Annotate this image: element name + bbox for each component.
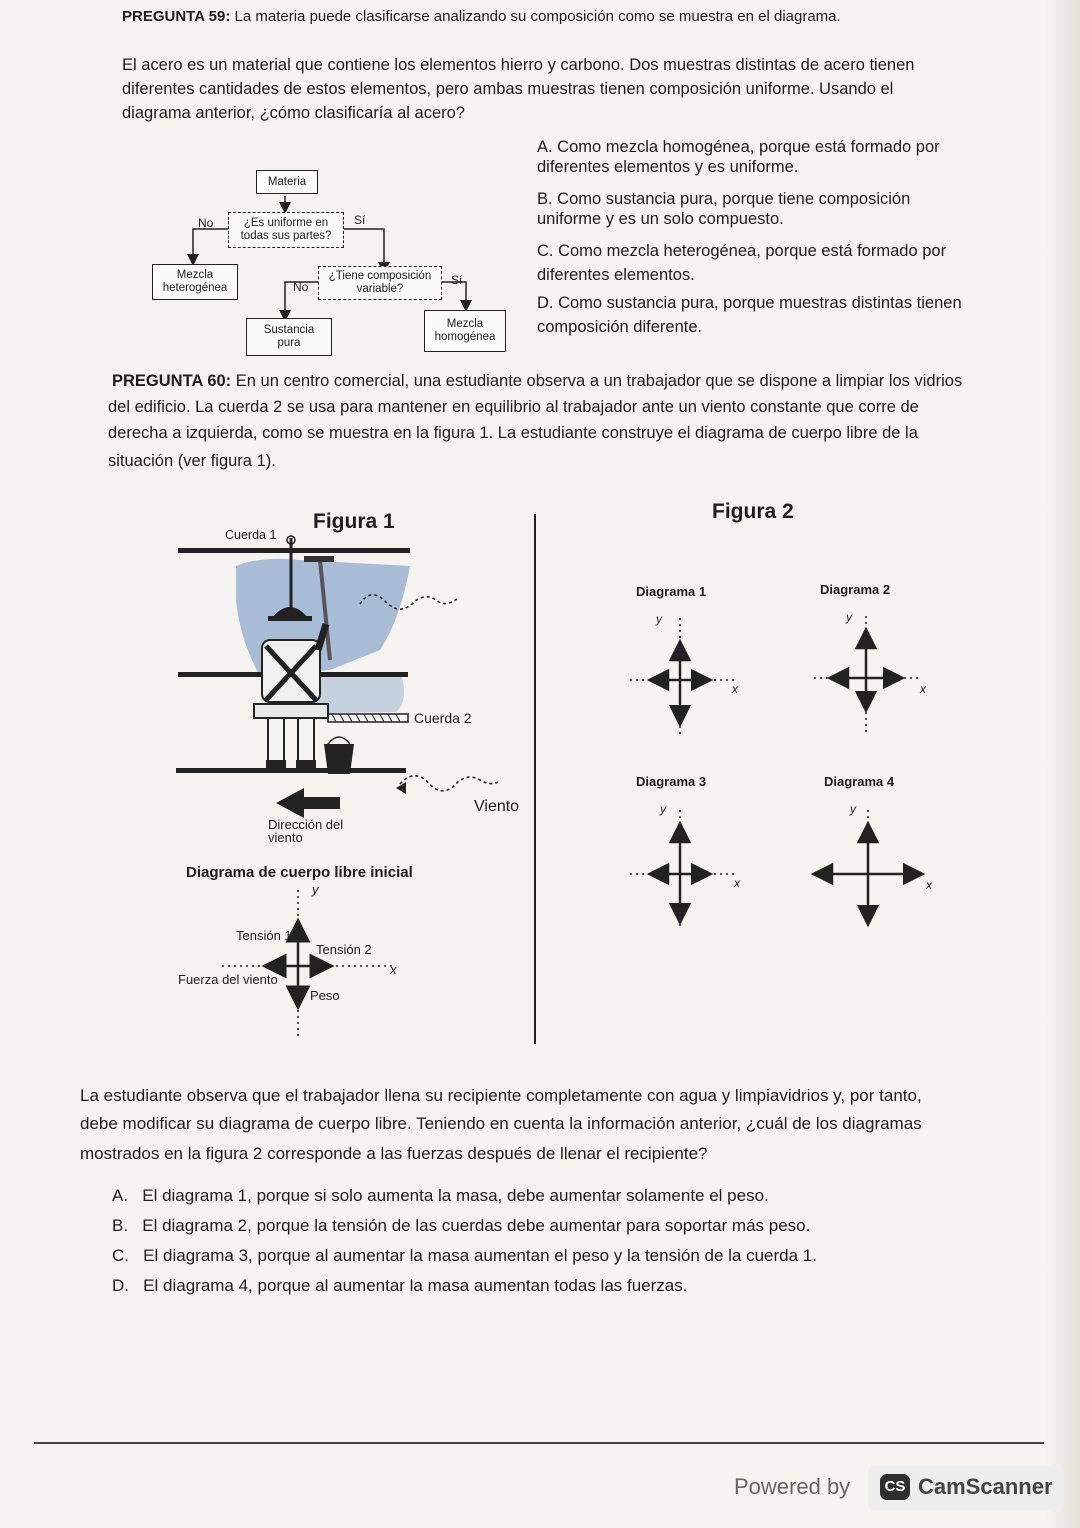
diagram-1-label: Diagrama 1: [636, 584, 707, 599]
wind-direction-line-1: Dirección del: [268, 817, 344, 832]
wind-direction-line-2: viento: [268, 830, 303, 845]
page-bottom-rule: [34, 1442, 1044, 1444]
figure-1-cuerda-1-label: Cuerda 1: [225, 528, 277, 542]
q59-header-text: La materia puede clasificarse analizando su composición como se muestra en el diagrama.: [234, 8, 841, 25]
q60-option-c-text: El diagrama 3, porque al aumentar la masa aumentan el peso y la tensión de la cuerda 1.: [143, 1246, 817, 1265]
flow-pura-line-1: Sustancia: [263, 324, 315, 337]
q60-option-a-letter: A.: [112, 1186, 129, 1205]
fbd-initial-title: Diagrama de cuerpo libre inicial: [186, 864, 413, 881]
fbd-peso-label: Peso: [310, 988, 340, 1003]
q60-line-2: del edificio. La cuerda 2 se usa para mantener en equilibrio al trabajador ante un viento constante que corre de: [108, 398, 919, 416]
diagram-4-label: Diagrama 4: [824, 774, 895, 789]
q59-option-d-line-2: composición diferente.: [537, 318, 703, 336]
diagram-3-fbd: [630, 810, 736, 928]
q60-option-d: [112, 1276, 687, 1296]
q59-para-line-3: diagrama anterior, ¿cómo clasificaría al acero?: [122, 104, 465, 122]
flow-q1-line-2: todas sus partes?: [240, 230, 332, 242]
footer-brand: CamScanner: [918, 1474, 1053, 1499]
flow-no-1: No: [198, 216, 214, 230]
q60-question-line-2: debe modificar su diagrama de cuerpo libre. Teniendo en cuenta la información anterior, ¿cuál de los diagramas: [80, 1114, 922, 1133]
flow-homogenea-line-2: homogénea: [434, 331, 496, 343]
q60-label: PREGUNTA 60:: [112, 372, 232, 390]
fbd-x-label: x: [390, 962, 397, 977]
q59-para-line-2: diferentes cantidades de estos elementos, pero ambas muestras tienen composición uniforme. Usando el: [122, 80, 894, 98]
footer-powered-by: Powered by: [734, 1474, 851, 1499]
flow-no-2: No: [293, 280, 309, 294]
q59-option-a-line-1: A. Como mezcla homogénea, porque está formado por: [537, 138, 940, 156]
flow-homogenea-line-1: Mezcla: [446, 318, 484, 331]
diagram-2-x-label: x: [920, 682, 926, 696]
q59-option-a-line-2: diferentes elementos y es uniforme.: [537, 158, 799, 176]
q60-question-line-3: mostrados en la figura 2 corresponde a las fuerzas después de llenar el recipiente?: [80, 1144, 708, 1163]
diagram-4-fbd: [816, 810, 922, 928]
fbd-tension-1-label: Tensión 1: [236, 928, 292, 943]
q59-option-b-line-2: uniforme y es un solo compuesto.: [537, 210, 784, 228]
figure-1-viento-label: Viento: [474, 798, 520, 815]
q60-line-3: derecha a izquierda, como se muestra en la figura 1. La estudiante construye el diagrama de cuerpo libre de la: [108, 424, 918, 442]
diagram-3-y-label: y: [660, 802, 666, 816]
diagram-1-y-label: y: [656, 612, 662, 626]
q59-option-d-line-1: D. Como sustancia pura, porque muestras distintas tienen: [537, 294, 962, 312]
q60-question-line-1: La estudiante observa que el trabajador llena su recipiente completamente con agua y limpiavidrios y, por tanto,: [80, 1086, 922, 1105]
q59-option-c-line-2: diferentes elementos.: [537, 266, 695, 284]
fbd-y-label: y: [312, 882, 319, 897]
diagram-2-label: Diagrama 2: [820, 582, 891, 597]
flow-si-1: Sí: [354, 213, 366, 227]
flow-heterogenea-line-1: Mezcla: [176, 269, 214, 282]
q60-option-b-letter: B.: [112, 1216, 129, 1235]
camscanner-logo-icon: CS: [880, 1474, 910, 1500]
q59-para-line-1: El acero es un material que contiene los elementos hierro y carbono. Dos muestras distintas de acero tienen: [122, 56, 915, 74]
flow-pura-line-2: pura: [277, 337, 301, 349]
q60-line-1-text: En un centro comercial, una estudiante observa a un trabajador que se dispone a limpiar los vidrios: [235, 372, 963, 390]
figure-1-title: Figura 1: [313, 510, 395, 533]
flow-si-2: Sí: [451, 273, 463, 287]
flow-q2-line-1: ¿Tiene composición: [328, 270, 432, 283]
q59-option-c-line-1: C. Como mezcla heterogénea, porque está formado por: [537, 242, 947, 260]
diagram-3-x-label: x: [734, 876, 740, 890]
flow-heterogenea-line-2: heterogénea: [162, 282, 228, 294]
q60-line-4: situación (ver figura 1).: [108, 452, 276, 470]
diagram-3-label: Diagrama 3: [636, 774, 707, 789]
q60-option-b: [112, 1216, 810, 1236]
q60-option-c-letter: C.: [112, 1246, 129, 1265]
q60-option-c: [112, 1246, 817, 1266]
q59-label: PREGUNTA 59:: [122, 8, 231, 25]
diagram-1-x-label: x: [732, 682, 738, 696]
fbd-tension-2-label: Tensión 2: [316, 942, 372, 957]
fbd-wind-force-label: Fuerza del viento: [178, 972, 278, 987]
diagram-1-fbd: [630, 618, 734, 734]
flow-q1-line-1: ¿Es uniforme en: [243, 217, 329, 230]
diagram-4-y-label: y: [850, 802, 856, 816]
q59-option-b-line-1: B. Como sustancia pura, porque tiene composición: [537, 190, 911, 208]
q60-option-a: [112, 1186, 769, 1206]
q60-option-d-letter: D.: [112, 1276, 129, 1295]
flow-materia-label: Materia: [267, 175, 307, 188]
figure-2-title: Figura 2: [712, 500, 794, 523]
diagram-2-fbd: [814, 616, 918, 734]
q60-option-a-text: El diagrama 1, porque si solo aumenta la masa, debe aumentar solamente el peso.: [142, 1186, 769, 1205]
q60-option-b-text: El diagrama 2, porque la tensión de las cuerdas debe aumentar para soportar más peso.: [142, 1216, 811, 1235]
q60-option-d-text: El diagrama 4, porque al aumentar la masa aumentan todas las fuerzas.: [143, 1276, 688, 1295]
diagram-4-x-label: x: [926, 878, 932, 892]
diagram-2-y-label: y: [846, 610, 852, 624]
flow-q2-line-2: variable?: [356, 283, 404, 295]
figure-1-cuerda-2-label: Cuerda 2: [414, 710, 472, 726]
